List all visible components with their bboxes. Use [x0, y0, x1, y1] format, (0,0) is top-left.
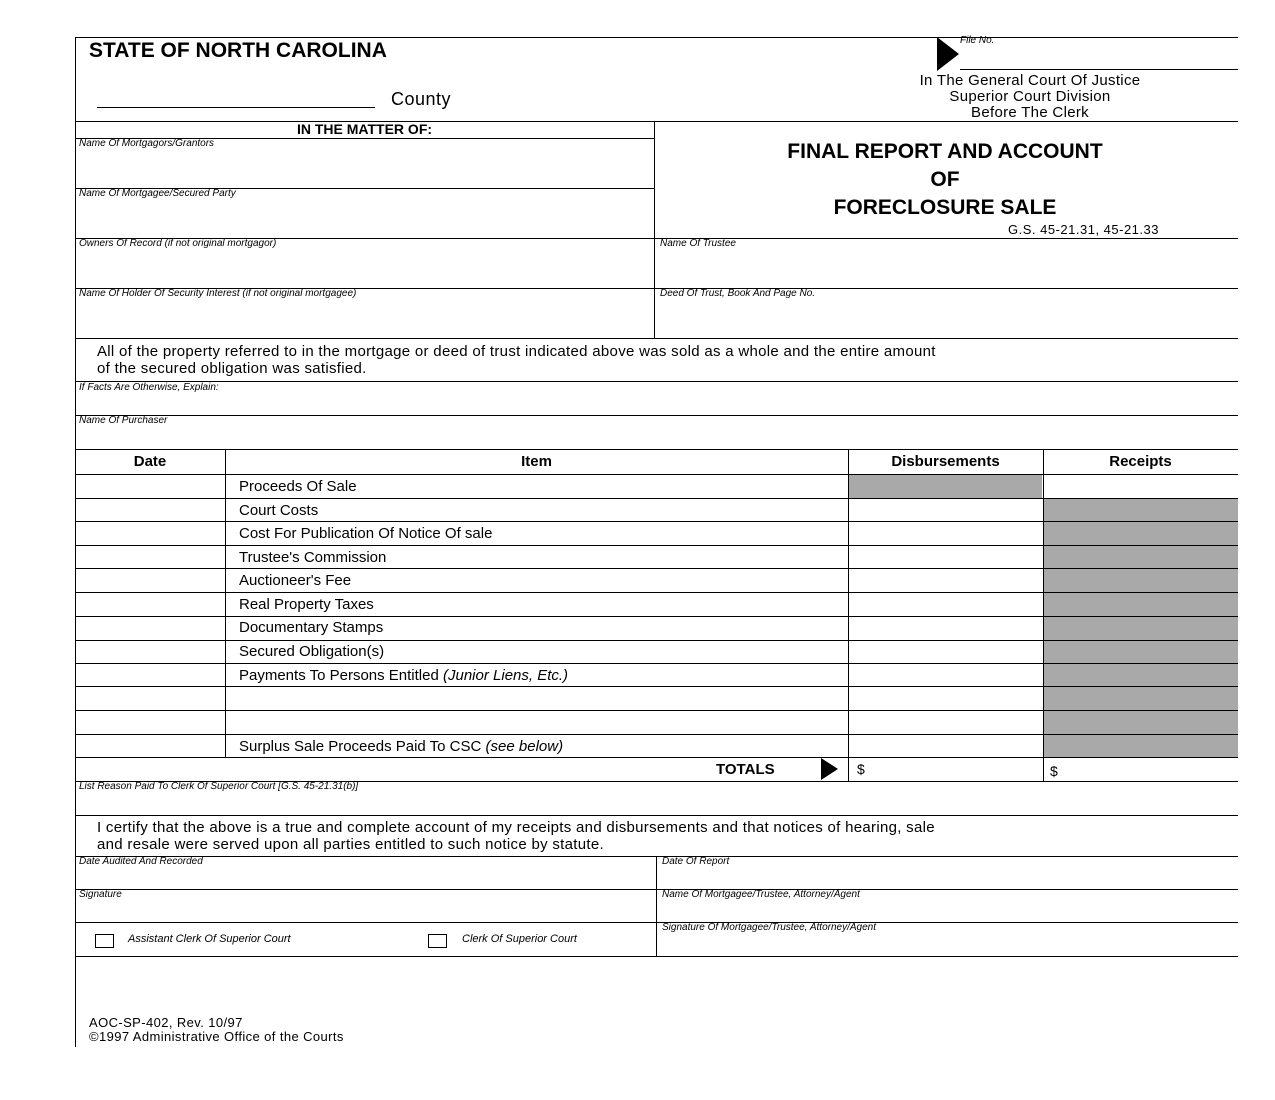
col-line-item: [848, 449, 849, 781]
table-row-line: [75, 710, 1238, 711]
table-row-line: [75, 686, 1238, 687]
court-line-2: Superior Court Division: [949, 88, 1111, 105]
table-row-line: [75, 568, 1238, 569]
title-line-3: FORECLOSURE SALE: [833, 196, 1057, 219]
form-number: AOC-SP-402, Rev. 10/97: [89, 1015, 243, 1030]
item-surplus: [239, 738, 563, 755]
assistant-clerk-checkbox[interactable]: [95, 934, 114, 948]
item-commission: Trustee's Commission: [239, 549, 387, 566]
item-surplus-note: (see below): [485, 738, 564, 755]
table-row-line: [75, 734, 1238, 735]
certify-line-2: and resale were served upon all parties entitled to such notice by statute.: [97, 836, 604, 853]
sig-agent-label: Signature Of Mortgagee/Trustee, Attorney/Agent: [662, 922, 877, 933]
name-agent-label: Name Of Mortgagee/Trustee, Attorney/Agent: [662, 889, 860, 900]
totals-label: TOTALS: [716, 761, 775, 778]
signature-divider: [656, 856, 657, 957]
totals-receipts-currency: $: [1050, 763, 1058, 779]
item-payments: [239, 667, 568, 684]
col-line-date: [225, 449, 226, 757]
item-taxes: Real Property Taxes: [239, 596, 374, 613]
explain-label: If Facts Are Otherwise, Explain:: [79, 382, 219, 393]
signature-label: Signature: [79, 889, 122, 900]
mortgagee-label: Name Of Mortgagee/Secured Party: [79, 188, 236, 199]
trustee-label: Name Of Trustee: [660, 238, 736, 249]
totals-arrow-icon: [820, 757, 840, 781]
county-blank: [97, 107, 375, 108]
item-publication: Cost For Publication Of Notice Of sale: [239, 525, 493, 542]
table-row-line: [75, 474, 1238, 475]
table-row-line: [75, 640, 1238, 641]
table-row-line: [75, 616, 1238, 617]
title-line-2: OF: [930, 168, 960, 191]
matter-divider: [654, 121, 655, 339]
top-border: [75, 37, 1238, 38]
court-line-3: Before The Clerk: [971, 104, 1089, 121]
copyright: ©1997 Administrative Office of the Courts: [89, 1029, 344, 1044]
deed-label: Deed Of Trust, Book And Page No.: [660, 288, 816, 299]
item-surplus-label: Surplus Sale Proceeds Paid To CSC: [239, 738, 482, 755]
item-stamps: Documentary Stamps: [239, 619, 384, 636]
state-heading: STATE OF NORTH CAROLINA: [89, 39, 387, 62]
matter-heading: IN THE MATTER OF:: [296, 121, 433, 137]
line-381: [75, 381, 1238, 382]
totals-disbursements-currency: $: [857, 761, 865, 777]
receipts-shaded: [1044, 499, 1238, 757]
statement-line-1: All of the property referred to in the mortgage or deed of trust indicated above was sold as a whole and the entire amount: [97, 343, 936, 360]
item-court-costs: Court Costs: [239, 502, 319, 519]
date-report-label: Date Of Report: [662, 856, 730, 867]
item-payments-note: (Junior Liens, Etc.): [443, 667, 569, 684]
holder-label: Name Of Holder Of Security Interest (if not original mortgagee): [79, 288, 357, 299]
file-no-arrow-icon: [935, 37, 961, 71]
table-row-line: [75, 498, 1238, 499]
line-449: [75, 449, 1238, 450]
title-line-1: FINAL REPORT AND ACCOUNT: [787, 140, 1103, 163]
line-922: [75, 922, 1238, 923]
table-row-line: [75, 545, 1238, 546]
line-889: [75, 889, 1238, 890]
line-815: [75, 815, 1238, 816]
item-payments-label: Payments To Persons Entitled: [239, 667, 439, 684]
col-line-disb: [1043, 449, 1044, 781]
col-header-item: Item: [521, 453, 552, 470]
line-956: [75, 956, 1238, 957]
court-block: [860, 73, 1200, 121]
clerk-label: Clerk Of Superior Court: [462, 933, 577, 945]
owners-label: Owners Of Record (if not original mortgagor): [79, 238, 277, 249]
court-line-1: In The General Court Of Justice: [919, 72, 1141, 89]
table-row-line: [75, 592, 1238, 593]
county-label: County: [391, 89, 452, 109]
item-proceeds: Proceeds Of Sale: [239, 478, 357, 495]
date-audited-label: Date Audited And Recorded: [79, 856, 203, 867]
table-row-line: [75, 757, 1238, 758]
form-title: [690, 138, 1200, 222]
purchaser-label: Name Of Purchaser: [79, 415, 168, 426]
assistant-clerk-label: Assistant Clerk Of Superior Court: [128, 933, 291, 945]
file-no-line: [960, 69, 1238, 70]
disbursement-proceeds-shaded: [849, 475, 1042, 498]
statute-ref: G.S. 45-21.31, 45-21.33: [1008, 222, 1159, 237]
file-no-label: File No.: [960, 35, 995, 46]
mortgagors-label: Name Of Mortgagors/Grantors: [79, 138, 215, 149]
line-415: [75, 415, 1238, 416]
certify-line-1: I certify that the above is a true and complete account of my receipts and disbursements and that notices of hearing, sale: [97, 819, 935, 836]
reason-label: List Reason Paid To Clerk Of Superior Court [G.S. 45-21.31(b)]: [79, 781, 359, 792]
line-338: [75, 338, 1238, 339]
table-row-line: [75, 521, 1238, 522]
clerk-checkbox[interactable]: [428, 934, 447, 948]
item-auctioneer: Auctioneer's Fee: [239, 572, 352, 589]
item-secured: Secured Obligation(s): [239, 643, 385, 660]
col-header-date: Date: [133, 453, 167, 470]
statement-line-2: of the secured obligation was satisfied.: [97, 360, 367, 377]
table-row-line: [75, 663, 1238, 664]
col-header-receipts: Receipts: [1109, 453, 1172, 470]
col-header-disbursements: Disbursements: [891, 453, 1000, 470]
